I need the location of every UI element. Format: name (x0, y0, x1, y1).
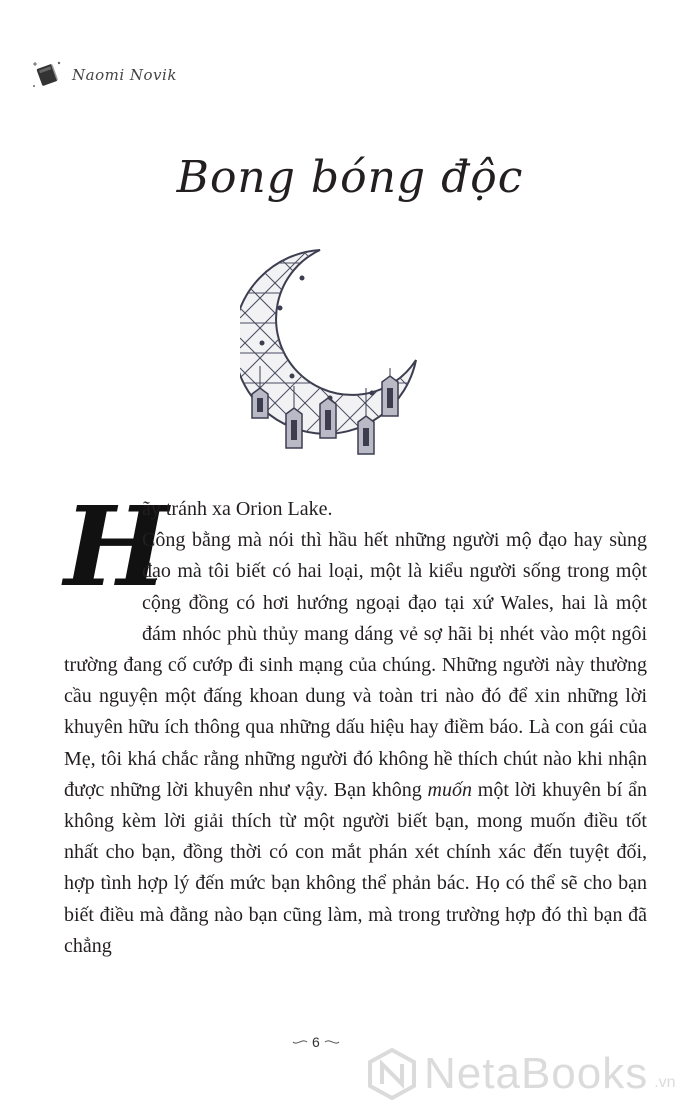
author-name: Naomi Novik (72, 66, 177, 84)
watermark-brand: NetaBooks (424, 1049, 649, 1098)
chapter-title: Bong bóng độc (176, 152, 524, 203)
paragraph-text-part-1: Công bằng mà nói thì hầu hết những người mộ đạo hay sùng đạo mà tôi biết có hai loại, một là kiểu người sống trong một cộng đồng có hơi hướng ngoại đạo tại xứ Wales, hai là một đám nhóc phù thủy mang dáng vẻ sợ hãi bị nhét vào một ngôi trường đang cố cướp đi sinh mạng của chúng. Những người này thường cầu nguyện một đấng khoan dung và toàn tri nào đó để xin những lời khuyên hữu ích thông qua những dấu hiệu hay điềm báo. Là con gái của Mẹ, tôi khá chắc rằng những người đó không hề thích chút nào khi nhận được những lời khuyên như vậy. Bạn không (64, 529, 647, 801)
left-flourish-icon (292, 1036, 308, 1048)
crescent-moon-lanterns-icon (240, 248, 430, 468)
page-number: 6 (312, 1034, 320, 1050)
emphasized-word: muốn (427, 778, 472, 801)
book-icon (30, 58, 64, 92)
netabooks-logo-icon (366, 1048, 418, 1100)
body-text (64, 482, 647, 962)
drop-cap: H (64, 482, 168, 611)
opening-line: ãy tránh xa Orion Lake. (142, 498, 333, 520)
watermark-suffix: .vn (654, 1074, 676, 1091)
paragraph-text-part-2: một lời khuyên bí ẩn không kèm lời giải thích từ một người biết bạn, mong muốn điều tốt nhất cho bạn, đồng thời có con mắt phán xét chính xác đến tuyệt đối, hợp tình hợp lý đến mức bạn không thể phản bác. Họ có thể sẽ cho bạn biết điều mà đằng nào bạn cũng làm, mà trong trường hợp đó thì bạn đã chẳng (64, 778, 647, 957)
paragraph (64, 525, 647, 962)
running-header (30, 58, 177, 92)
right-flourish-icon (324, 1036, 340, 1048)
page-footer (292, 1034, 340, 1050)
watermark (366, 1048, 676, 1100)
